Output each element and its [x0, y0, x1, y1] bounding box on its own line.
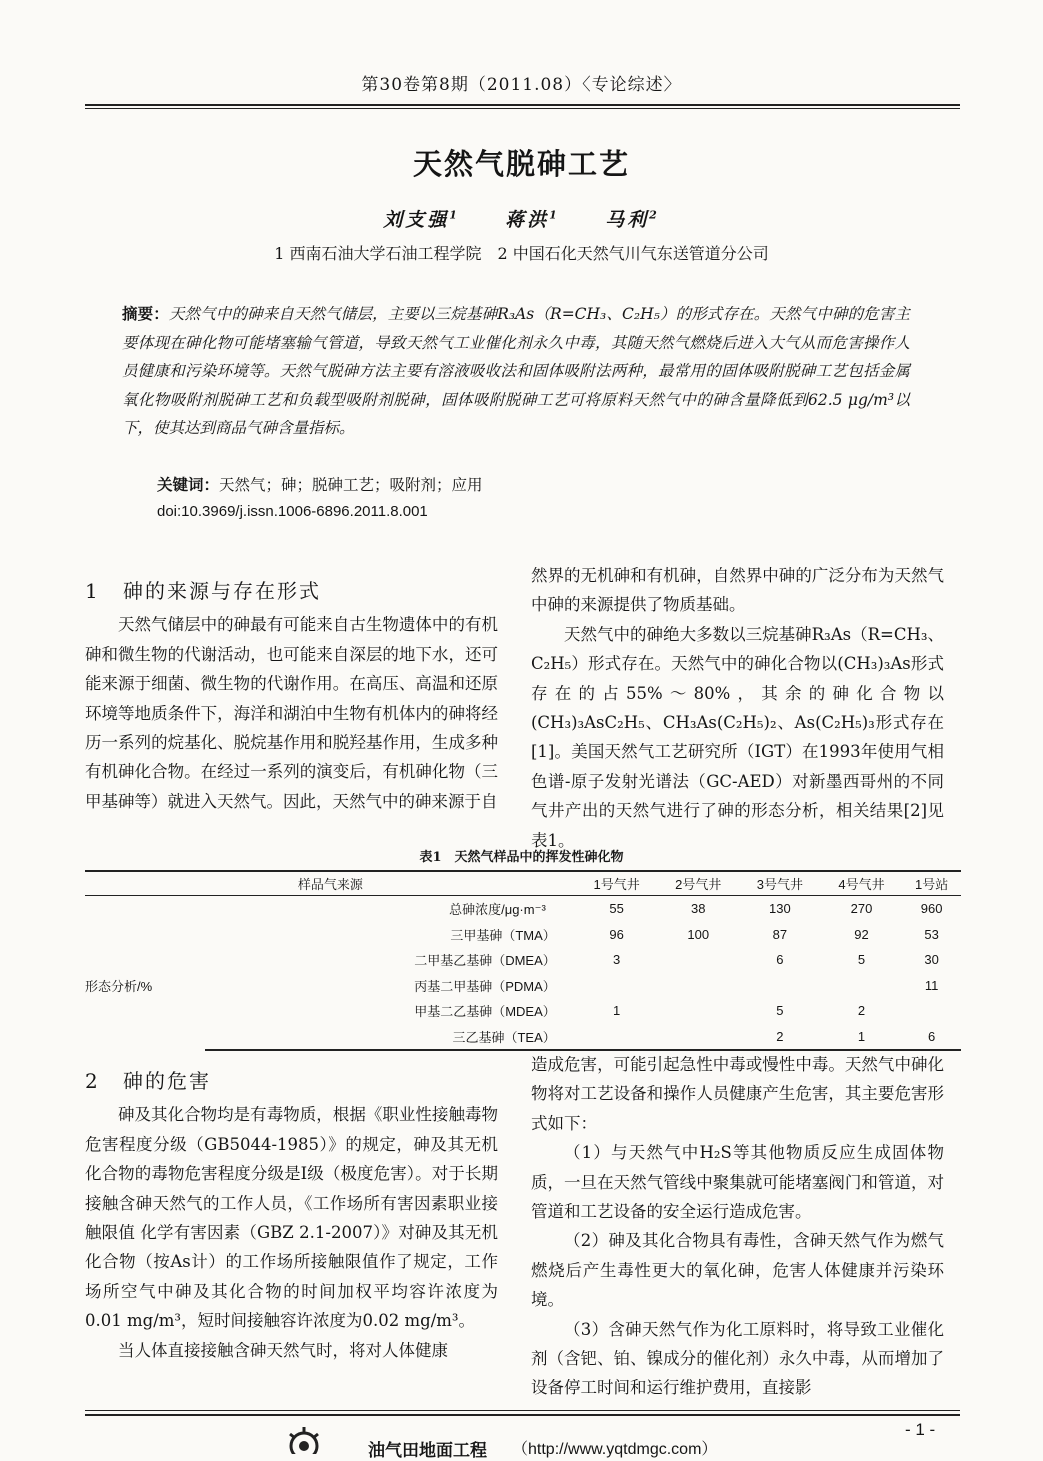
- header-rule: [85, 104, 960, 106]
- table-cell: [902, 998, 961, 1024]
- affiliations: 1 西南石油大学石油工程学院 2 中国石化天然气川气东送管道分公司: [274, 244, 769, 263]
- table-cell: 960: [920, 901, 943, 917]
- table-cell: 87: [772, 926, 788, 942]
- column-header: 4号气井: [821, 871, 903, 896]
- footer-rule-thin: [85, 1410, 960, 1411]
- author-affil-mark: 1: [549, 208, 560, 222]
- table-caption: 表1 天然气样品中的挥发性砷化物: [419, 850, 624, 865]
- column-header: 1号气井: [576, 871, 658, 896]
- paragraph: 然界的无机砷和有机砷，自然界中砷的广泛分布为天然气中砷的来源提供了物质基础。: [531, 566, 944, 615]
- row-label: 总砷浓度/μg·m⁻³: [449, 902, 546, 918]
- section-title: 砷的来源与存在形式: [123, 579, 321, 603]
- table-row: [85, 922, 961, 948]
- table-cell: 96: [609, 926, 624, 942]
- section-1-heading: [85, 577, 498, 606]
- table-cell: 3: [612, 952, 621, 968]
- table-cell: 100: [687, 926, 710, 942]
- table-cell: [739, 973, 821, 999]
- arsenic-table: [85, 870, 961, 1051]
- table-cell: [657, 973, 739, 999]
- abstract: [122, 300, 910, 443]
- section-title: 砷的危害: [123, 1069, 211, 1093]
- table-cell: [576, 1024, 658, 1051]
- row-label: 三甲基砷（TMA）: [450, 927, 556, 943]
- page-number: - 1 -: [905, 1420, 936, 1439]
- keywords-label: 关键词：: [157, 475, 220, 494]
- table-cell: 6: [902, 1024, 961, 1051]
- author-list: [0, 205, 1043, 232]
- author-name: 马利: [605, 209, 650, 231]
- table-row: [85, 1024, 961, 1051]
- table-row: [85, 998, 961, 1024]
- list-item: （2）砷及其化合物具有毒性，含砷天然气作为燃气燃烧后产生毒性更大的氧化砷，危害人体健康并污染环境。: [531, 1231, 944, 1310]
- table-cell: 2: [739, 1024, 821, 1051]
- column-header: 2号气井: [657, 871, 739, 896]
- abstract-text: 天然气中的砷来自天然气储层，主要以三烷基砷R₃As（R=CH₃、C₂H₅）的形式存在。天然气中砷的危害主要体现在砷化物可能堵塞输气管道，导致天然气工业催化剂永久中毒，其随天然气燃烧后进入大气从而危害操作人员健康和污染环境等。天然气脱砷方法主要有溶液吸收法和固体吸附法两种，最常用的固体吸附脱砷工艺包括金属氧化物吸附剂脱砷工艺和负载型吸附剂脱砷，固体吸附脱砷工艺可将原料天然气中的砷含量降低到62.5 μg/m³以下，使其达到商品气砷含量指标。: [122, 305, 910, 437]
- table-cell: 30: [924, 952, 939, 968]
- running-header: 第30卷第8期（2011.08）〈专论综述〉: [361, 75, 682, 95]
- paragraph: 造成危害，可能引起急性中毒或慢性中毒。天然气中砷化物将对工艺设备和操作人员健康产生危害，其主要危害形式如下：: [531, 1055, 944, 1133]
- group-label: 形态分析/%: [85, 979, 153, 995]
- table-cell: 270: [850, 901, 873, 917]
- table-header-row: [85, 871, 961, 896]
- table-cell: 6: [776, 952, 784, 968]
- journal-logo-icon: [282, 1424, 326, 1454]
- table-corner-header: 样品气来源: [85, 871, 576, 896]
- paragraph: 天然气中的砷绝大多数以三烷基砷R₃As（R=CH₃、C₂H₅）形式存在。天然气中的砷化合物以(CH₃)₃As形式存在的占55%～80%，其余的砷化合物以(CH₃)₃AsC₂H₅、CH₃As(C₂H₅)₂、As(C₂H₅)₃形式存在[1]。美国天然气工艺研究所（IGT）在1993年使用气相色谱-原子发射光谱法（GC-AED）对新墨西哥州的不同气井产出的天然气进行了砷的形态分析，相关结果[2]见表1。: [531, 624, 944, 850]
- author-name: 蒋洪: [505, 209, 550, 231]
- table-row: [85, 947, 961, 973]
- column-header: 3号气井: [739, 871, 821, 896]
- column-header: 1号站: [902, 871, 961, 896]
- table-cell: 1: [821, 1024, 903, 1051]
- author-affil-mark: 2: [649, 208, 660, 222]
- paragraph: 天然气储层中的砷最有可能来自古生物遗体中的有机砷和微生物的代谢活动，也可能来自深层的地下水，还可能来源于细菌、微生物的代谢作用。在高压、高温和还原环境等地质条件下，海洋和湖泊中生物有机体内的砷将经历一系列的烷基化、脱烷基作用和脱羟基作用，生成多种有机砷化合物。在经过一系列的演变后，有机砷化物（三甲基砷等）就进入天然气。因此，天然气中的砷来源于自: [85, 615, 498, 811]
- left-column-lower: [85, 1067, 498, 1365]
- right-column-upper: [531, 561, 944, 855]
- keywords-text: 天然气；砷；脱砷工艺；吸附剂；应用: [219, 476, 483, 494]
- section-number: 2: [85, 1069, 100, 1093]
- footer-rule: [85, 1414, 960, 1416]
- list-item: （3）含砷天然气作为化工原料时，将导致工业催化剂（含钯、铂、镍成分的催化剂）永久中毒，从而增加了设备停工时间和运行维护费用，直接影: [531, 1319, 944, 1398]
- table-cell: [576, 973, 658, 999]
- table-cell: 2: [857, 1003, 866, 1019]
- doi: doi:10.3969/j.issn.1006-6896.2011.8.001: [157, 503, 428, 520]
- table-cell: 130: [768, 901, 791, 917]
- table-row: [85, 896, 961, 922]
- abstract-label: 摘要：: [122, 304, 169, 323]
- table-cell: 53: [924, 926, 939, 942]
- table-cell: 55: [609, 901, 624, 917]
- table-cell: [657, 998, 739, 1024]
- row-label: 二甲基乙基砷（DMEA）: [414, 953, 556, 969]
- table-cell: 11: [924, 977, 939, 993]
- table-cell: 92: [854, 926, 869, 942]
- row-label: 丙基二甲基砷（PDMA）: [414, 978, 556, 994]
- paper-title: 天然气脱砷工艺: [412, 147, 630, 181]
- table-cell: 5: [857, 952, 866, 968]
- table-row: [85, 973, 961, 999]
- table-cell: 1: [612, 1003, 621, 1019]
- section-2-heading: [85, 1067, 498, 1096]
- table-cell: [657, 1024, 739, 1051]
- journal-url[interactable]: （http://www.yqtdmgc.com）: [512, 1441, 718, 1458]
- section-number: 1: [85, 579, 100, 603]
- journal-name: 油气田地面工程: [368, 1441, 487, 1461]
- table-cell: 38: [690, 901, 706, 917]
- right-column-lower: [531, 1050, 944, 1403]
- author-affil-mark: 1: [449, 208, 460, 222]
- table-cell: 5: [776, 1003, 784, 1019]
- header-rule-thin: [85, 108, 960, 109]
- paragraph: 当人体直接接触含砷天然气时，将对人体健康: [118, 1340, 448, 1360]
- left-column-upper: [85, 577, 498, 816]
- paragraph: 砷及其化合物均是有毒物质，根据《职业性接触毒物危害程度分级（GB5044-1985）》的规定，砷及其无机化合物的毒物危害程度分级是Ⅰ级（极度危害）。对于长期接触含砷天然气的工作人员，《工作场所有害因素职业接触限值 化学有害因素（GBZ 2.1-2007）》对砷及其无机化合物（按As计）的工作场所接触限值作了规定，工作场所空气中砷及其化合物的时间加权平均容许浓度为0.01 mg/m³，短时间接触容许浓度为0.02 mg/m³。: [85, 1105, 498, 1331]
- table-cell: [821, 973, 903, 999]
- table-cell: [657, 947, 739, 973]
- keywords: [157, 473, 483, 495]
- row-label: 甲基二乙基砷（MDEA）: [414, 1004, 556, 1020]
- row-label: 三乙基砷（TEA）: [205, 1024, 576, 1051]
- list-item: （1）与天然气中H₂S等其他物质反应生成固体物质，一旦在天然气管线中聚集就可能堵塞阀门和管道，对管道和工艺设备的安全运行造成危害。: [531, 1143, 944, 1222]
- author-name: 刘支强: [383, 209, 450, 231]
